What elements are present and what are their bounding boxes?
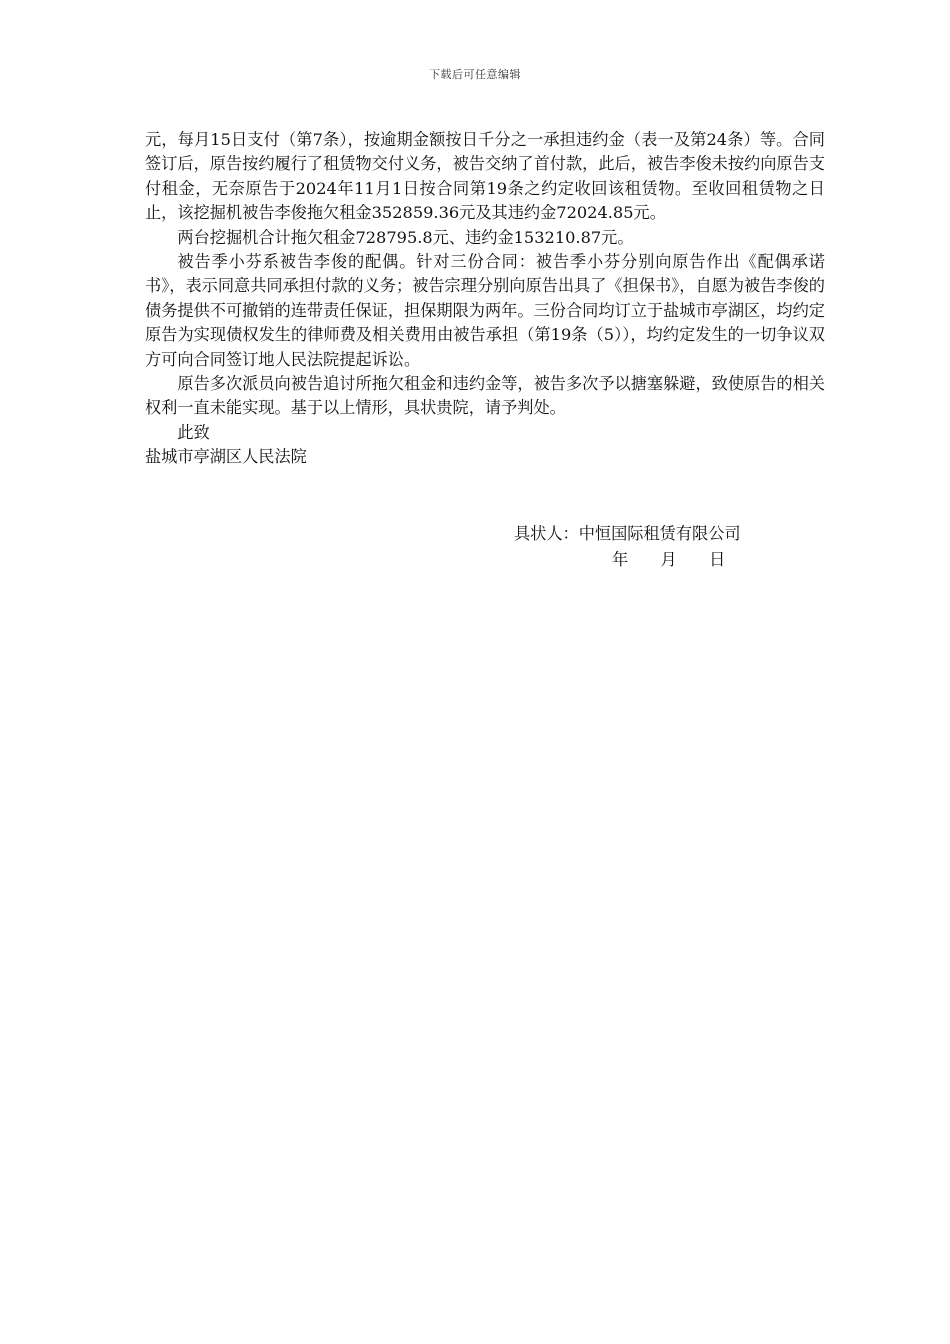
paragraph-guarantee: 被告季小芬系被告李俊的配偶。针对三份合同：被告季小芬分别向原告作出《配偶承诺书》，表示同意共同承担付款的义务；被告宗理分别向原告出具了《担保书》，自愿为被告李俊的债务提供不可撤销的连带责任保证，担保期限为两年。三份合同均订立于盐城市亭湖区，均约定原告为实现债权发生的律师费及相关费用由被告承担（第19条（5）），均约定发生的一切争议双方可向合同签订地人民法院提起诉讼。 [145,252,825,369]
signature-date: 年 月 日 [612,550,726,569]
page-header-note: 下载后可任意编辑 [429,68,521,81]
paragraph-request: 原告多次派员向被告追讨所拖欠租金和违约金等，被告多次予以搪塞躲避，致使原告的相关权利一直未能实现。基于以上情形，具状贵院，请予判处。 [145,374,825,418]
paragraph-contract-terms: 元，每月15日支付（第7条），按逾期金额按日千分之一承担违约金（表一及第24条）等。合同签订后，原告按约履行了租赁物交付义务，被告交纳了首付款，此后，被告李俊未按约向原告支付租金，无奈原告于2024年11月1日按合同第19条之约定收回该租赁物。至收回租赁物之日止，该挖掘机被告李俊拖欠租金352859.36元及其违约金72024.85元。 [145,130,825,223]
court-name: 盐城市亭湖区人民法院 [145,447,307,467]
paragraph-total-arrears: 两台挖掘机合计拖欠租金728795.8元、违约金153210.87元。 [177,227,634,247]
closing-salutation: 此致 [177,422,210,442]
document-body [145,128,825,470]
signature-plaintiff: 具状人：中恒国际租赁有限公司 [514,524,741,543]
